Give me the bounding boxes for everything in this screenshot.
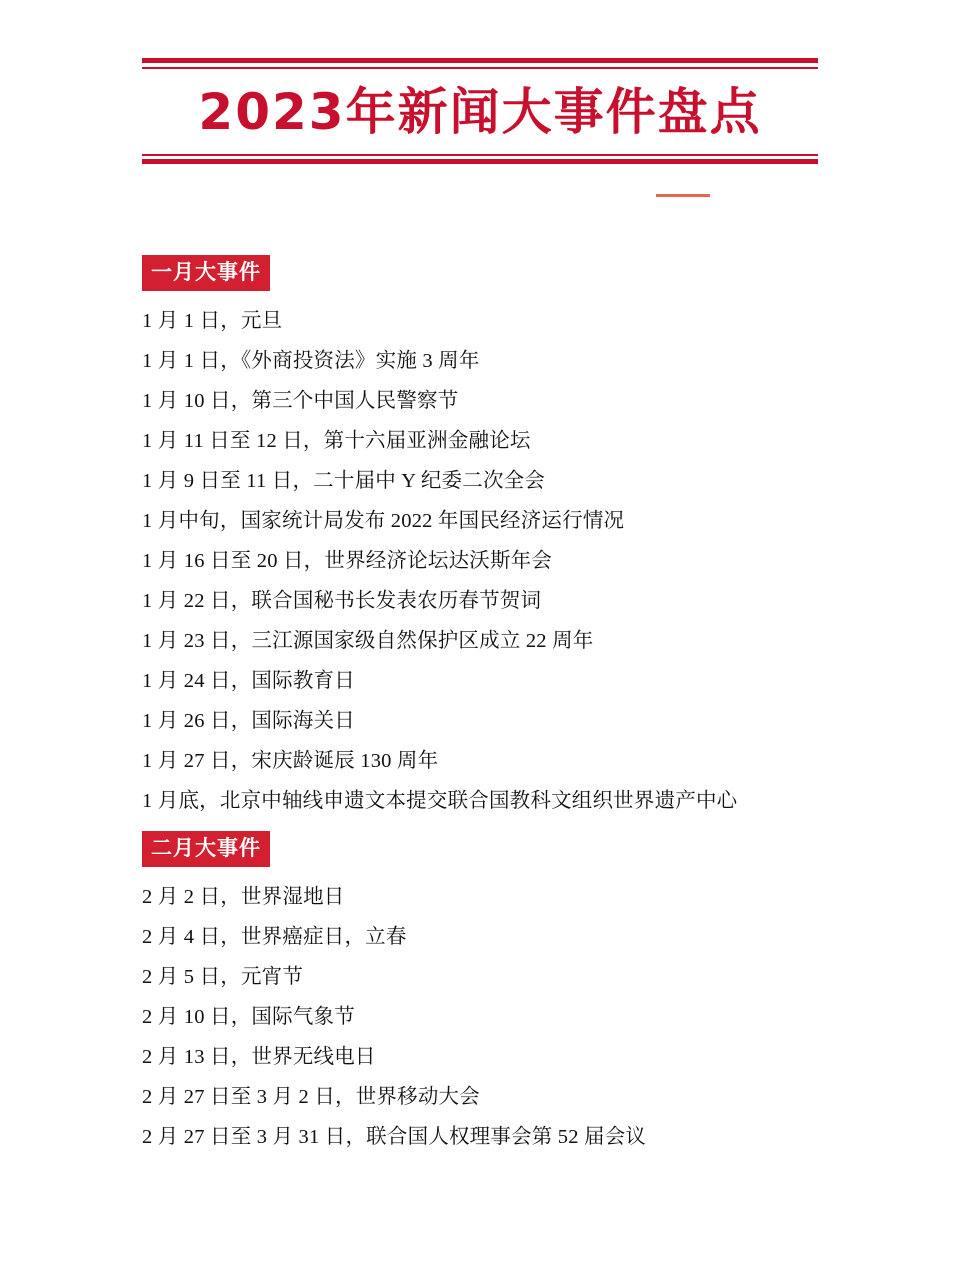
page-title-wrap: [142, 69, 818, 154]
list-item: 2 月 27 日至 3 月 31 日，联合国人权理事会第 52 届会议: [142, 1126, 647, 1148]
section-heading-february: 二月大事件: [142, 831, 270, 867]
page-title: 2023年新闻大事件盘点: [198, 83, 762, 141]
list-item: 1 月 11 日至 12 日，第十六届亚洲金融论坛: [142, 430, 531, 452]
event-list-january: [142, 301, 818, 821]
list-item: 1 月 22 日，联合国秘书长发表农历春节贺词: [142, 590, 542, 612]
list-item: 1 月 10 日，第三个中国人民警察节: [142, 390, 459, 412]
list-item: 1 月 23 日，三江源国家级自然保护区成立 22 周年: [142, 630, 594, 652]
event-list-february: [142, 877, 818, 1157]
list-item: 1 月 1 日，元旦: [142, 310, 283, 332]
list-item: 2 月 2 日，世界湿地日: [142, 886, 345, 908]
section-february: [142, 831, 818, 1157]
list-item: 1 月 27 日，宋庆龄诞辰 130 周年: [142, 750, 439, 772]
list-item: 2 月 27 日至 3 月 2 日，世界移动大会: [142, 1086, 480, 1108]
list-item: 1 月 26 日，国际海关日: [142, 710, 355, 732]
list-item: 2 月 13 日，世界无线电日: [142, 1046, 376, 1068]
list-item: 1 月 9 日至 11 日，二十届中 Y 纪委二次全会: [142, 470, 546, 492]
list-item: 1 月 16 日至 20 日，世界经济论坛达沃斯年会: [142, 550, 553, 572]
header-top-rules: [142, 58, 818, 69]
header-accent-dash-wrap: [142, 164, 818, 197]
document-header: [0, 0, 960, 197]
list-item: 1 月 1 日，《外商投资法》实施 3 周年: [142, 350, 480, 372]
list-item: 2 月 10 日，国际气象节: [142, 1006, 355, 1028]
list-item: 1 月 24 日，国际教育日: [142, 670, 355, 692]
list-item: 2 月 4 日，世界癌症日，立春: [142, 926, 407, 948]
list-item: 1 月底，北京中轴线申遗文本提交联合国教科文组织世界遗产中心: [142, 790, 738, 812]
section-january: [142, 255, 818, 821]
section-heading-january: 一月大事件: [142, 255, 270, 291]
list-item: 2 月 5 日，元宵节: [142, 966, 304, 988]
list-item: 1 月中旬，国家统计局发布 2022 年国民经济运行情况: [142, 510, 625, 532]
document-body: [142, 197, 818, 1157]
accent-dash: [656, 194, 710, 197]
header-bottom-rules: [142, 154, 818, 164]
